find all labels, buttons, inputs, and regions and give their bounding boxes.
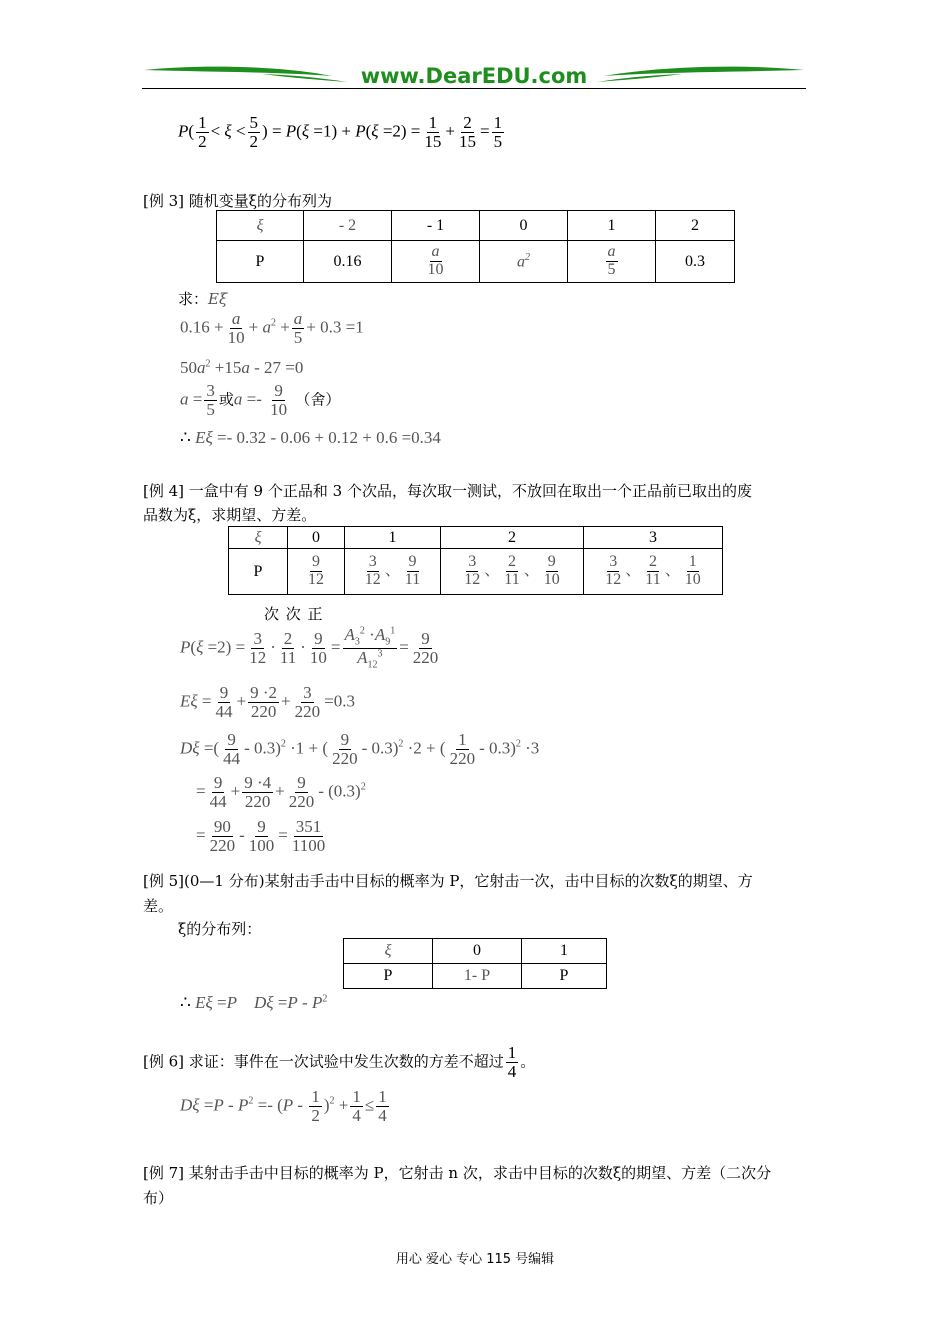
ex3-cell: 1 [568, 211, 656, 241]
ex5-cell: P [522, 964, 607, 989]
ex4-cell: 0 [288, 527, 345, 549]
ex3-cell: 0.16 [304, 241, 392, 283]
ex3-line-3: a = $\frac{3}{5}$ 或a =- $\frac{9}{10}$ （舍） [180, 381, 341, 419]
ex4-line-4: = $\frac{9}{44}$ + $\frac{9 \cdot 4}{220}$ + $\frac{9}{220}$ - $(0.3)^2$ [196, 773, 366, 811]
ex3-cell: - 2 [304, 211, 392, 241]
ex3-line-1: 0.16 + $\frac{a}{10}$ + $a^2$ + $\frac{a}{5}$ + 0.3 =1 [180, 309, 364, 347]
ex3-cell: - 1 [392, 211, 480, 241]
ex3-cell: 2 [656, 211, 735, 241]
ex4-line-3: Dξ =( $\frac{9}{44}$ - 0.3)$^2$ ·1 + ( $\frac{9}{220}$ - 0.3)$^2$ ·2 + ( $\frac{1}{220}$ - 0.3)$^2$ ·3 [180, 730, 540, 768]
ex3-cell: $\frac{a}{5}$ [568, 241, 656, 283]
ex4-cell: 2 [441, 527, 584, 549]
ex3-cell: $\frac{a}{10}$ [392, 241, 480, 283]
ex6-line: $D\xi =P - P^2 =- (P$ - $\frac{1}{2}$ )$^2$ + $\frac{1}{4}$ ≤ $\frac{1}{4}$ [180, 1087, 387, 1125]
ex4-cell-xi: ξ [229, 527, 288, 549]
ex4-title-line2: 品数为ξ，求期望、方差。 [143, 506, 317, 524]
ex3-line-4: ∴ Eξ =- 0.32 - 0.06 + 0.12 + 0.6 =0.34 [180, 428, 441, 447]
ex4-distribution-table [228, 526, 723, 595]
left-swoosh-tail [262, 74, 347, 82]
right-swoosh-shape [604, 67, 804, 76]
ex5-title-line1: [例 5](0—1 分布)某射击手击中目标的概率为 P，它射击一次，击中目标的次数ξ的期望、方 [143, 872, 753, 890]
ex2-result: P( $\frac{1}{2}$ < ξ < $\frac{5}{2}$ ) = P(ξ =1) + P(ξ =2) = $\frac{1}{15}$ + $\frac{2}{15}$ = $\frac{1}{5}$ [178, 113, 503, 151]
ex5-title-line2: 差。 [143, 897, 174, 915]
ex4-line-1: P(ξ =2) = $\frac{3}{12}$ · $\frac{2}{11}$ · $\frac{9}{10}$ = $\frac{A_3^2 \cdot A_9^1}{A_{12}^3}$ = $\frac{9}{220}$ [180, 625, 439, 671]
ex3-title: [例 3] 随机变量ξ的分布列为 [143, 192, 333, 210]
page-footer: 用心 爱心 专心 115 号编辑 [395, 1252, 555, 1267]
ex3-line-2: $50a^2 +15a - 27 =0$ [180, 358, 304, 377]
ex4-cell: $\frac{3}{12}$ 、 $\frac{9}{11}$ [345, 549, 441, 595]
left-swoosh-shape [144, 67, 332, 76]
ex4-cell: $\frac{3}{12}$ 、 $\frac{2}{11}$ 、 $\frac{9}{10}$ [441, 549, 584, 595]
ex5-distribution-table [343, 938, 607, 989]
ex3-cell: 0.3 [656, 241, 735, 283]
ex4-cell: 1 [345, 527, 441, 549]
ex5-result: ∴ Eξ =P $D\xi =P - P^2$ [180, 993, 328, 1012]
ex7-title-line2: 布） [143, 1189, 174, 1207]
header-banner [142, 62, 806, 90]
ex4-title-line1: [例 4] 一盒中有 9 个正品和 3 个次品，每次取一测试，不放回在取出一个正品前已取出的废 [143, 482, 752, 500]
ex4-cell: 3 [584, 527, 723, 549]
ex3-cell: 0 [480, 211, 568, 241]
ex5-cell: 1- P [433, 964, 522, 989]
ex3-distribution-table [216, 210, 735, 283]
ex5-cell-p: P [344, 964, 433, 989]
ex5-cell-xi: ξ [344, 939, 433, 964]
header-site-text: www.DearEDU.com [360, 64, 588, 88]
header-rule [142, 88, 806, 89]
ex3-cell: $a^2$ [480, 241, 568, 283]
ex3-cell-p: P [217, 241, 304, 283]
ex5-dist-label: ξ的分布列： [178, 920, 262, 938]
ex4-line-5: = $\frac{90}{220}$ - $\frac{9}{100}$ = $\frac{351}{1100}$ [196, 817, 326, 855]
ex4-cell-p: P [229, 549, 288, 595]
ex3-cell-xi: ξ [217, 211, 304, 241]
ex7-title-line1: [例 7] 某射击手击中目标的概率为 P，它射击 n 次，求击中目标的次数ξ的期望、方差（二次分 [143, 1164, 772, 1182]
ex4-cell: $\frac{3}{12}$ 、 $\frac{2}{11}$ 、 $\frac{1}{10}$ [584, 549, 723, 595]
ex3-ask: 求：Eξ [178, 290, 228, 308]
ex6-title: [例 6] 求证：事件在一次试验中发生次数的方差不超过 $\frac{1}{4}$ 。 [143, 1043, 536, 1081]
ex5-cell: 1 [522, 939, 607, 964]
ex5-cell: 0 [433, 939, 522, 964]
ex4-line-2: Eξ = $\frac{9}{44}$ + $\frac{9 \cdot 2}{220}$ + $\frac{3}{220}$ =0.3 [180, 683, 355, 721]
ex4-labels: 次 次 正 [264, 605, 323, 623]
ex4-cell: $\frac{9}{12}$ [288, 549, 345, 595]
